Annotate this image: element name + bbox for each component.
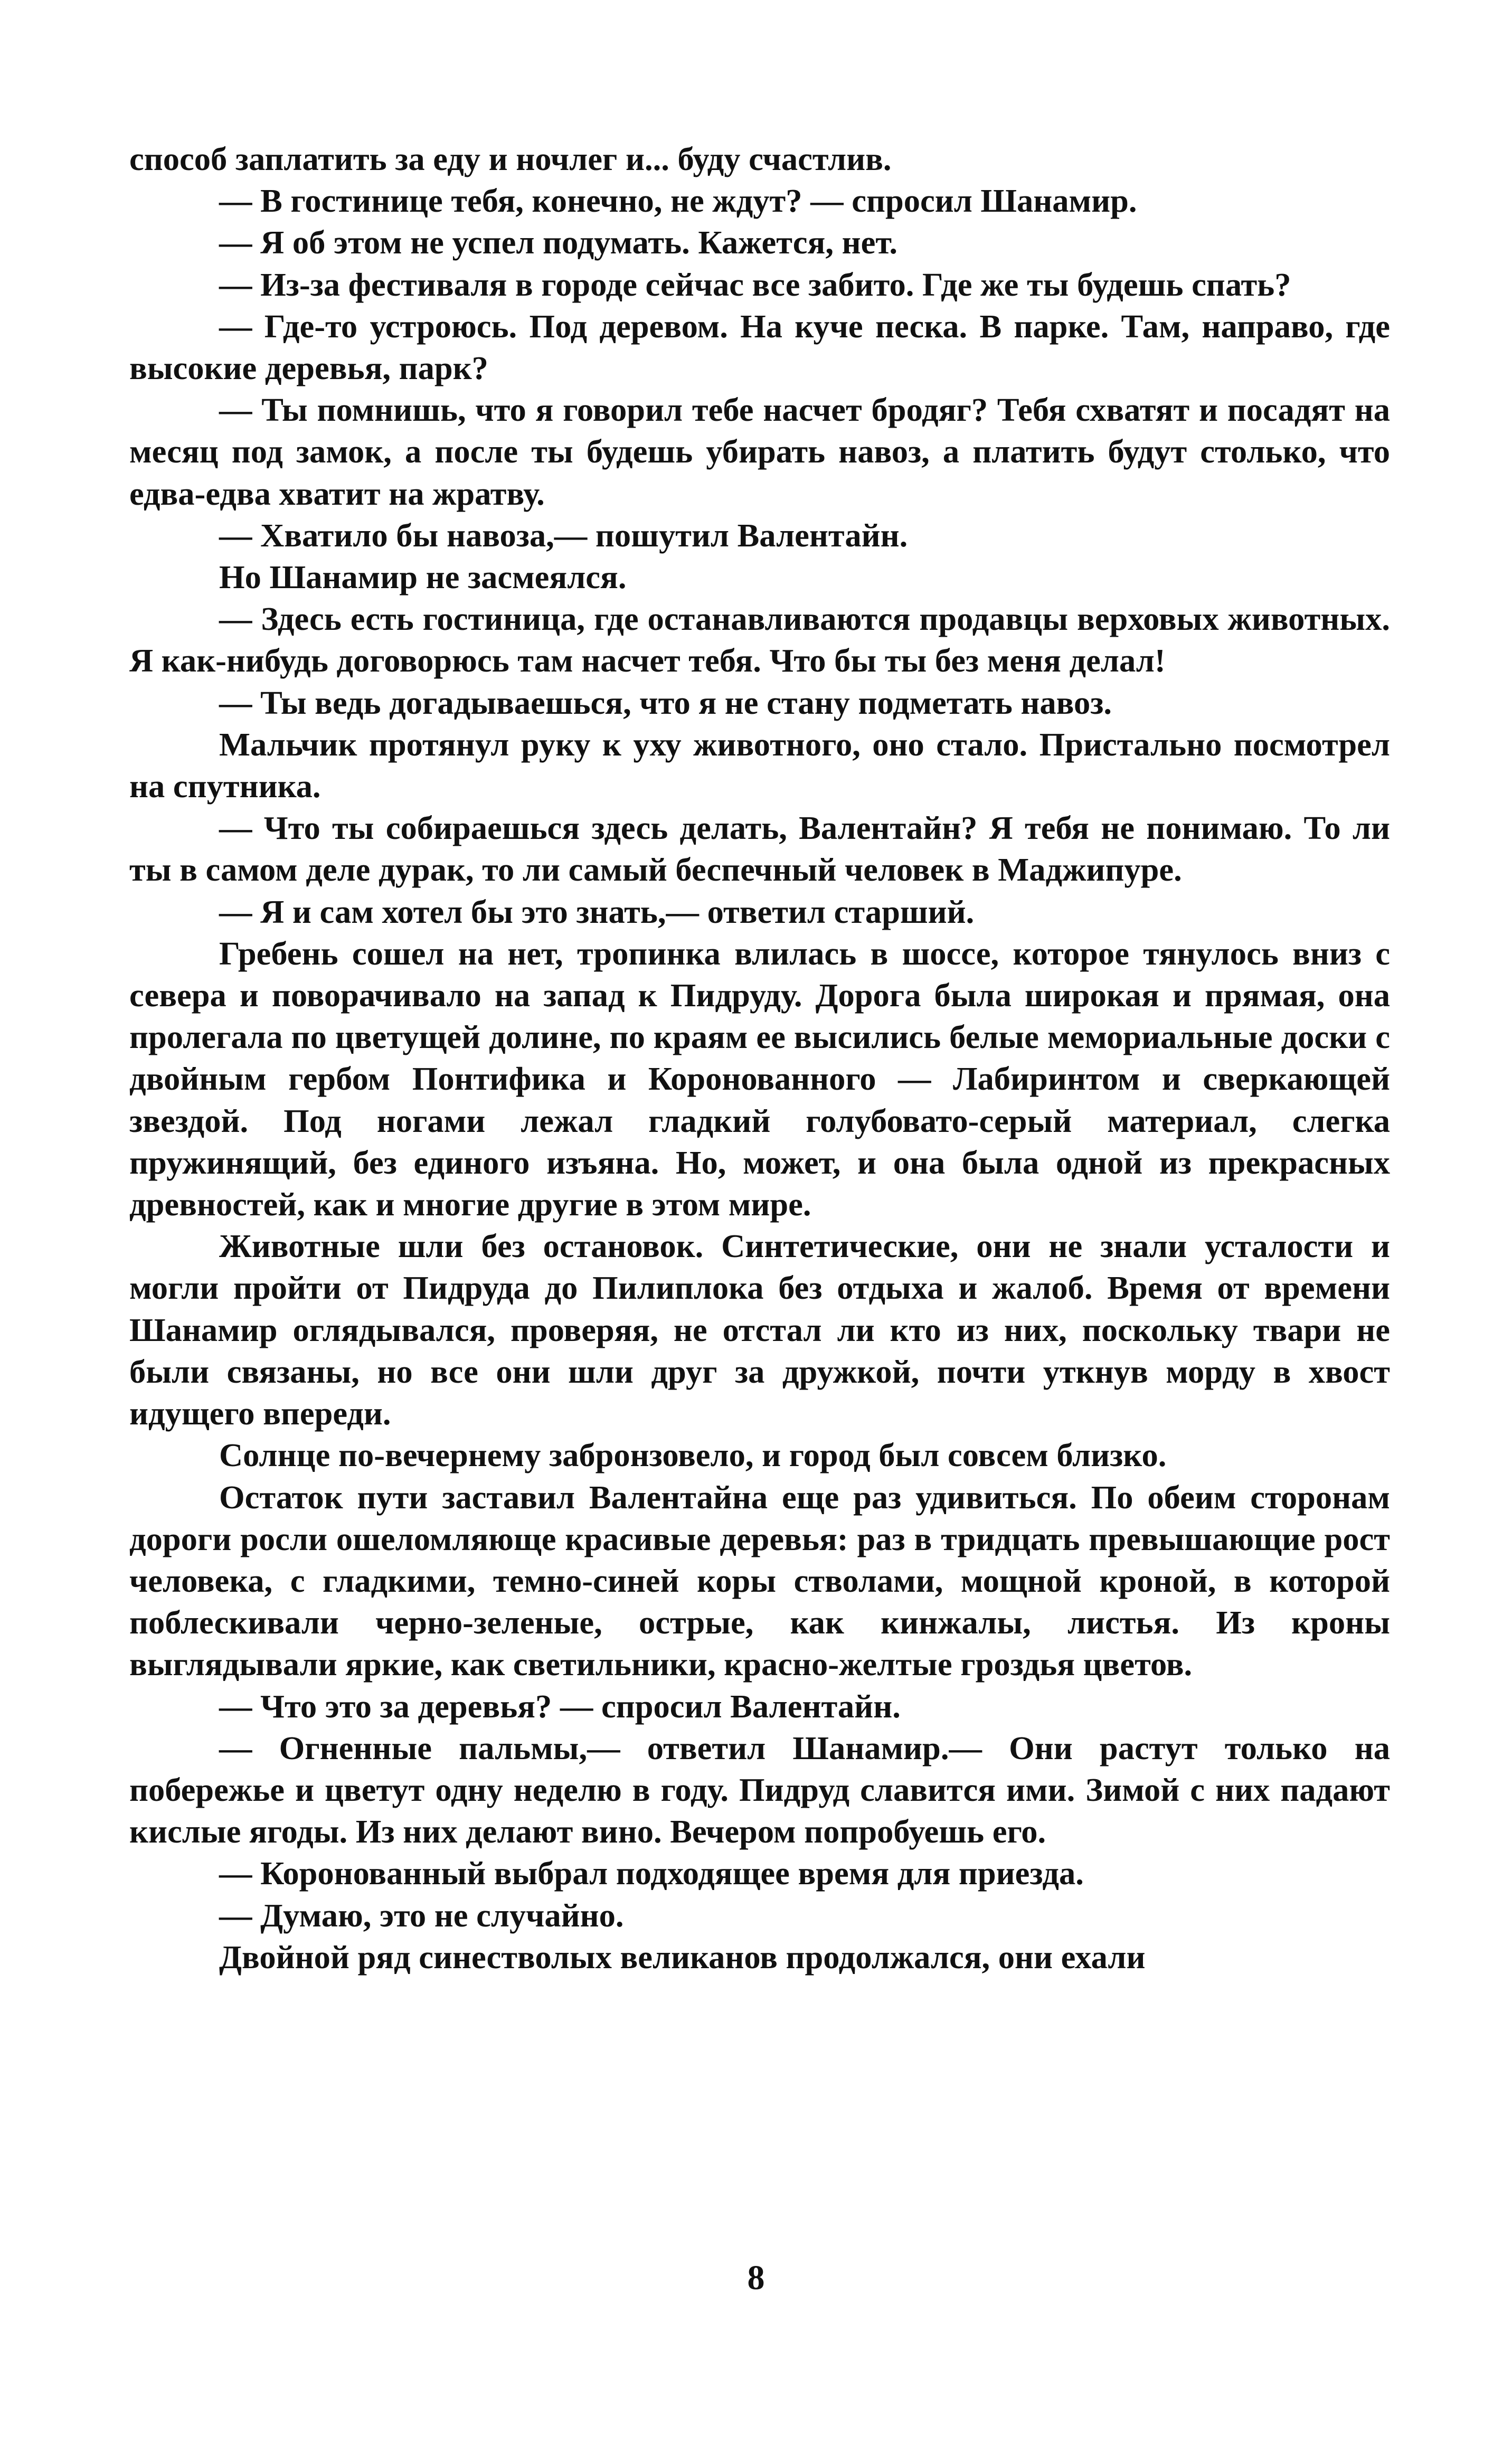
paragraph: — Что это за деревья? — спросил Валентайн. <box>219 1687 901 1725</box>
paragraph: — Ты помнишь, что я говорил тебе насчет бродяг? Тебя схватят и посадят на месяц под замок, а после ты будешь убирать навоз, а платить будут столько, что едва-едва хватит на жратву. <box>129 391 1390 512</box>
paragraph: Животные шли без остановок. Синтетические, они не знали усталости и могли пройти от Пидруда до Пилиплока без отдыха и жалоб. Время от времени Шанамир оглядывался, проверяя, не отстал ли кто из них, поскольку твари не были связаны, но все они шли друг за дружкой, почти уткнув морду в хвост идущего впереди. <box>129 1227 1390 1432</box>
paragraph: — Коронованный выбрал подходящее время для приезда. <box>219 1855 1084 1892</box>
paragraph: Но Шанамир не засмеялся. <box>219 559 627 596</box>
paragraph: — Где-то устроюсь. Под деревом. На куче песка. В парке. Там, направо, где высокие деревья, парк? <box>129 307 1390 387</box>
page-number: 8 <box>747 2259 765 2297</box>
paragraph: — Что ты собираешься здесь делать, Валентайн? Я тебя не понимаю. То ли ты в самом деле дурак, то ли самый беспечный человек в Маджипуре. <box>129 809 1390 889</box>
paragraph: Мальчик протянул руку к уху животного, оно стало. Пристально посмотрел на спутника. <box>129 725 1390 805</box>
paragraph: — Ты ведь догадываешься, что я не стану подметать навоз. <box>219 684 1112 721</box>
page-text <box>129 138 1390 1978</box>
paragraph: — Я об этом не успел подумать. Кажется, нет. <box>219 224 897 261</box>
paragraph: — Огненные пальмы,— ответил Шанамир.— Они растут только на побережье и цветут одну неделю в году. Пидруд славится ими. Зимой с них падают кислые ягоды. Из них делают вино. Вечером попробуешь его. <box>129 1729 1390 1850</box>
paragraph: — Я и сам хотел бы это знать,— ответил старший. <box>219 893 975 930</box>
paragraph: — Из-за фестиваля в городе сейчас все забито. Где же ты будешь спать? <box>219 266 1291 303</box>
paragraph: — Хватило бы навоза,— пошутил Валентайн. <box>219 516 908 554</box>
paragraph: — В гостинице тебя, конечно, не ждут? — спросил Шанамир. <box>219 182 1137 220</box>
paragraph: Солнце по-вечернему забронзовело, и город был совсем близко. <box>219 1437 1167 1474</box>
paragraph-last: Двойной ряд синестволых великанов продолжался, они ехали <box>219 1938 1146 1976</box>
paragraph: — Здесь есть гостиница, где останавливаются продавцы верховых животных. Я как-нибудь договорюсь там насчет тебя. Что бы ты без меня делал! <box>129 600 1390 679</box>
paragraph: Гребень сошел на нет, тропинка влилась в шоссе, которое тянулось вниз с севера и поворачивало на запад к Пидруду. Дорога была широкая и прямая, она пролегала по цветущей долине, по краям ее высились белые мемориальные доски с двойным гербом Понтифика и Коронованного — Лабиринтом и сверкающей звездой. Под ногами лежал гладкий голубовато-серый материал, слегка пружинящий, без единого изъяна. Но, может, и она была одной из прекрасных древностей, как и многие другие в этом мире. <box>129 934 1390 1223</box>
paragraph: — Думаю, это не случайно. <box>219 1896 624 1934</box>
paragraph: Остаток пути заставил Валентайна еще раз удивиться. По обеим сторонам дороги росли ошеломляюще красивые деревья: раз в тридцать превышающие рост человека, с гладкими, темно-синей коры стволами, мощной кроной, в которой поблескивали черно-зеленые, острые, как кинжалы, листья. Из кроны выглядывали яркие, как светильники, красно-желтые гроздья цветов. <box>129 1478 1390 1683</box>
paragraph-continuation: способ заплатить за еду и ночлег и... буду счастлив. <box>129 140 892 177</box>
